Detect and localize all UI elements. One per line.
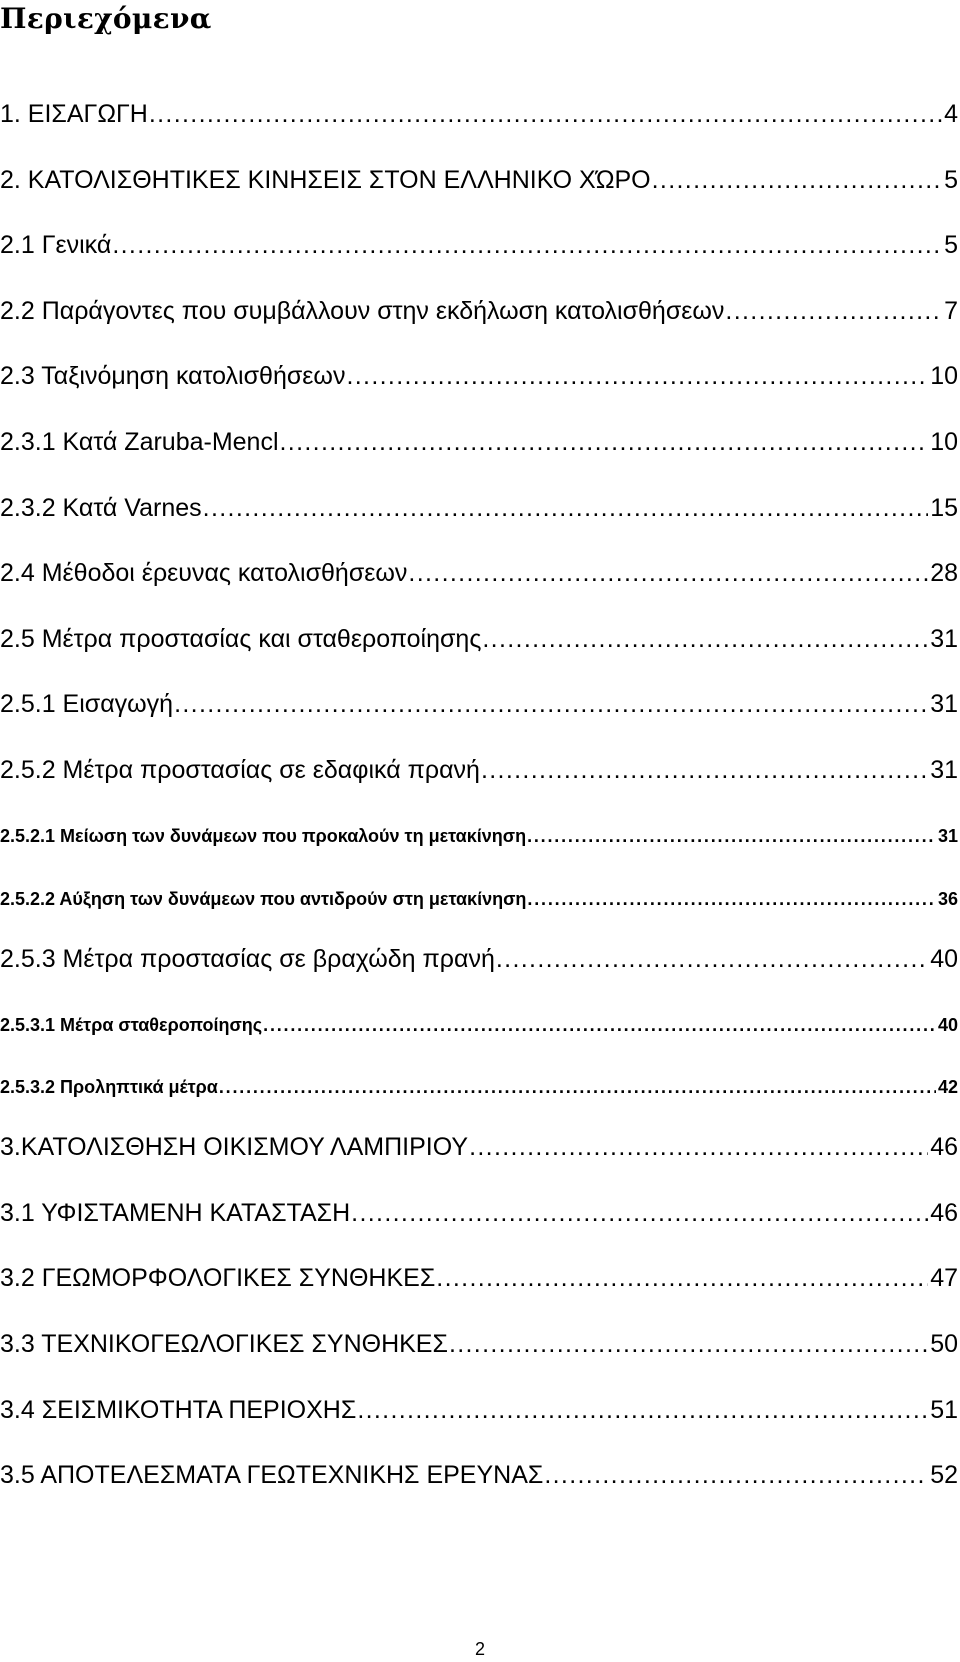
toc-entry-page: 10 bbox=[930, 362, 958, 390]
toc-entry-3-3[interactable] bbox=[0, 1330, 958, 1359]
toc-entry-label: 3.3 ΤΕΧΝΙΚΟΓΕΩΛΟΓΙΚΕΣ ΣΥΝΘΗΚΕΣ bbox=[0, 1330, 448, 1358]
toc-entry-label: 2.1 Γενικά bbox=[0, 231, 112, 259]
dot-leader bbox=[280, 428, 929, 457]
dot-leader bbox=[351, 1199, 928, 1228]
toc-entry-3-2[interactable] bbox=[0, 1264, 958, 1293]
toc-entry-2-5-3[interactable] bbox=[0, 945, 958, 974]
toc-entry-page: 4 bbox=[944, 100, 958, 128]
toc-entry-3[interactable] bbox=[0, 1133, 958, 1162]
dot-leader bbox=[652, 166, 942, 195]
toc-entry-page: 31 bbox=[937, 826, 958, 846]
dot-leader bbox=[496, 945, 928, 974]
toc-entry-page: 5 bbox=[944, 231, 958, 259]
dot-leader bbox=[544, 1461, 928, 1490]
toc-entry-label: 2.3.1 Κατά Zaruba-Mencl bbox=[0, 428, 279, 456]
toc-entry-2-1[interactable] bbox=[0, 231, 958, 260]
toc-entry-label: 2.2 Παράγοντες που συμβάλλουν στην εκδήλωση κατολισθήσεων bbox=[0, 297, 725, 325]
toc-entry-label: 3.5 ΑΠΟΤΕΛΕΣΜΑΤΑ ΓΕΩΤΕΧΝΙΚΗΣ ΕΡΕΥΝΑΣ bbox=[0, 1461, 544, 1489]
dot-leader bbox=[203, 494, 929, 523]
dot-leader bbox=[263, 1015, 936, 1036]
toc-entry-2-5-2-1[interactable] bbox=[0, 826, 958, 847]
dot-leader bbox=[725, 297, 942, 326]
toc-entry-label: 3.1 ΥΦΙΣΤΑΜΕΝΗ ΚΑΤΑΣΤΑΣΗ bbox=[0, 1199, 351, 1227]
toc-entry-page: 51 bbox=[930, 1396, 958, 1424]
toc-entry-2-5[interactable] bbox=[0, 625, 958, 654]
page-number: 2 bbox=[474, 1639, 485, 1659]
dot-leader bbox=[112, 231, 942, 260]
toc-entry-page: 7 bbox=[944, 297, 958, 325]
dot-leader bbox=[436, 1264, 928, 1293]
toc-entry-2-3-1[interactable] bbox=[0, 428, 958, 457]
dot-leader bbox=[527, 889, 936, 910]
toc-title: Περιεχόμενα bbox=[0, 2, 212, 35]
toc-entry-2-2[interactable] bbox=[0, 297, 958, 326]
dot-leader bbox=[346, 362, 928, 391]
toc-entry-page: 47 bbox=[930, 1264, 958, 1292]
dot-leader bbox=[219, 1077, 936, 1098]
toc-entry-label: 2.4 Μέθοδοι έρευνας κατολισθήσεων bbox=[0, 559, 408, 587]
toc-entry-page: 52 bbox=[930, 1461, 958, 1489]
toc-entry-page: 5 bbox=[944, 166, 958, 194]
dot-leader bbox=[469, 1133, 928, 1162]
toc-entry-page: 40 bbox=[930, 945, 958, 973]
toc-entry-2-5-2[interactable] bbox=[0, 756, 958, 785]
toc-entry-label: 3.4 ΣΕΙΣΜΙΚΟΤΗΤΑ ΠΕΡΙΟΧΗΣ bbox=[0, 1396, 357, 1424]
toc-entry-page: 46 bbox=[930, 1133, 958, 1161]
toc-entry-label: 3.2 ΓΕΩΜΟΡΦΟΛΟΓΙΚΕΣ ΣΥΝΘΗΚΕΣ bbox=[0, 1264, 436, 1292]
toc-entry-label: 2.5.2.2 Αύξηση των δυνάμεων που αντιδρούν στη μετακίνηση bbox=[0, 889, 527, 909]
toc-entry-page: 31 bbox=[930, 756, 958, 784]
toc-entry-2[interactable] bbox=[0, 166, 958, 195]
toc-entry-label: 2.5.2 Μέτρα προστασίας σε εδαφικά πρανή bbox=[0, 756, 480, 784]
dot-leader bbox=[408, 559, 928, 588]
dot-leader bbox=[174, 690, 928, 719]
toc-entry-page: 31 bbox=[930, 625, 958, 653]
toc-entry-label: 1. ΕΙΣΑΓΩΓΗ bbox=[0, 100, 148, 128]
toc-entry-2-3[interactable] bbox=[0, 362, 958, 391]
dot-leader bbox=[357, 1396, 928, 1425]
toc-entry-page: 10 bbox=[930, 428, 958, 456]
toc-entry-page: 40 bbox=[937, 1015, 958, 1035]
toc-entry-2-4[interactable] bbox=[0, 559, 958, 588]
toc-entry-page: 15 bbox=[930, 494, 958, 522]
toc-entry-page: 31 bbox=[930, 690, 958, 718]
dot-leader bbox=[449, 1330, 928, 1359]
toc-entry-label: 3.ΚΑΤΟΛΙΣΘΗΣΗ ΟΙΚΙΣΜΟΥ ΛΑΜΠΙΡΙΟΥ bbox=[0, 1133, 469, 1161]
toc-entry-page: 42 bbox=[937, 1077, 958, 1097]
toc-entry-label: 2.3 Ταξινόμηση κατολισθήσεων bbox=[0, 362, 346, 390]
toc-entry-1[interactable] bbox=[0, 100, 958, 129]
toc-entry-2-5-1[interactable] bbox=[0, 690, 958, 719]
toc-entry-page: 46 bbox=[930, 1199, 958, 1227]
dot-leader bbox=[482, 625, 928, 654]
toc-entry-page: 50 bbox=[930, 1330, 958, 1358]
toc-entry-2-3-2[interactable] bbox=[0, 494, 958, 523]
toc-entry-2-5-3-2[interactable] bbox=[0, 1077, 958, 1098]
toc-entry-label: 2.5 Μέτρα προστασίας και σταθεροποίησης bbox=[0, 625, 482, 653]
toc-entry-label: 2.5.1 Εισαγωγή bbox=[0, 690, 174, 718]
toc-entry-label: 2.3.2 Κατά Varnes bbox=[0, 494, 202, 522]
toc-entry-label: 2.5.2.1 Μείωση των δυνάμεων που προκαλούν τη μετακίνηση bbox=[0, 826, 527, 846]
toc-entry-label: 2.5.3.2 Προληπτικά μέτρα bbox=[0, 1077, 218, 1097]
toc-entry-label: 2. ΚΑΤΟΛΙΣΘΗΤΙΚΕΣ ΚΙΝΗΣΕΙΣ ΣΤΟΝ ΕΛΛΗΝΙΚΟ ΧΏΡΟ bbox=[0, 166, 651, 194]
toc-entry-label: 2.5.3 Μέτρα προστασίας σε βραχώδη πρανή bbox=[0, 945, 495, 973]
toc-entry-2-5-3-1[interactable] bbox=[0, 1015, 958, 1036]
toc-entry-3-5[interactable] bbox=[0, 1461, 958, 1490]
toc-entry-page: 28 bbox=[930, 559, 958, 587]
dot-leader bbox=[481, 756, 928, 785]
toc-entry-3-4[interactable] bbox=[0, 1396, 958, 1425]
toc-entry-3-1[interactable] bbox=[0, 1199, 958, 1228]
toc-entry-2-5-2-2[interactable] bbox=[0, 889, 958, 910]
dot-leader bbox=[527, 826, 936, 847]
dot-leader bbox=[149, 100, 942, 129]
toc-entry-page: 36 bbox=[937, 889, 958, 909]
toc-entry-label: 2.5.3.1 Μέτρα σταθεροποίησης bbox=[0, 1015, 263, 1035]
